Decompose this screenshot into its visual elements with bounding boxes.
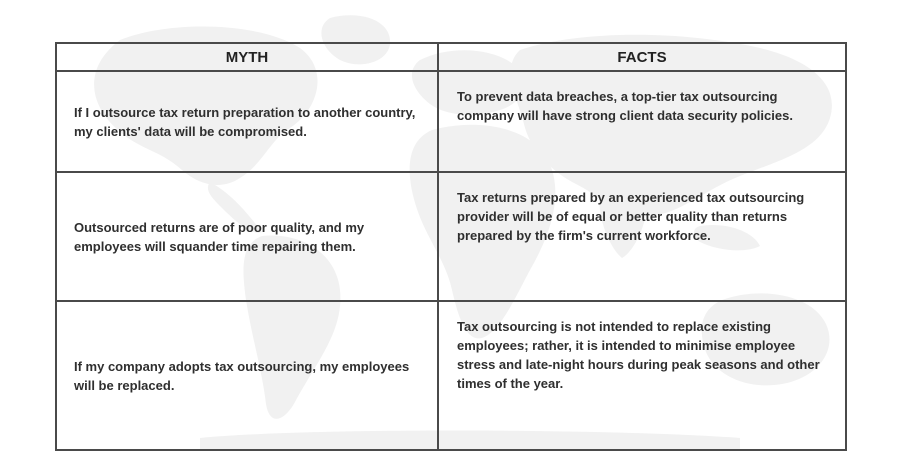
myth-facts-table <box>55 42 847 451</box>
fact-cell: Tax returns prepared by an experienced tax outsourcing provider will be of equal or better quality than returns prepared by the firm's current workforce. <box>438 172 846 301</box>
myth-column-header: MYTH <box>56 43 438 71</box>
table-row <box>56 71 846 172</box>
table-row <box>56 301 846 450</box>
facts-column-header: FACTS <box>438 43 846 71</box>
fact-cell: To prevent data breaches, a top-tier tax outsourcing company will have strong client data security policies. <box>438 71 846 172</box>
fact-cell: Tax outsourcing is not intended to replace existing employees; rather, it is intended to minimise employee stress and late-night hours during peak seasons and other times of the year. <box>438 301 846 450</box>
myth-cell: Outsourced returns are of poor quality, and my employees will squander time repairing them. <box>56 172 438 301</box>
myth-cell: If I outsource tax return preparation to another country, my clients' data will be compromised. <box>56 71 438 172</box>
table-row <box>56 172 846 301</box>
myth-cell: If my company adopts tax outsourcing, my employees will be replaced. <box>56 301 438 450</box>
table-header-row <box>56 43 846 71</box>
